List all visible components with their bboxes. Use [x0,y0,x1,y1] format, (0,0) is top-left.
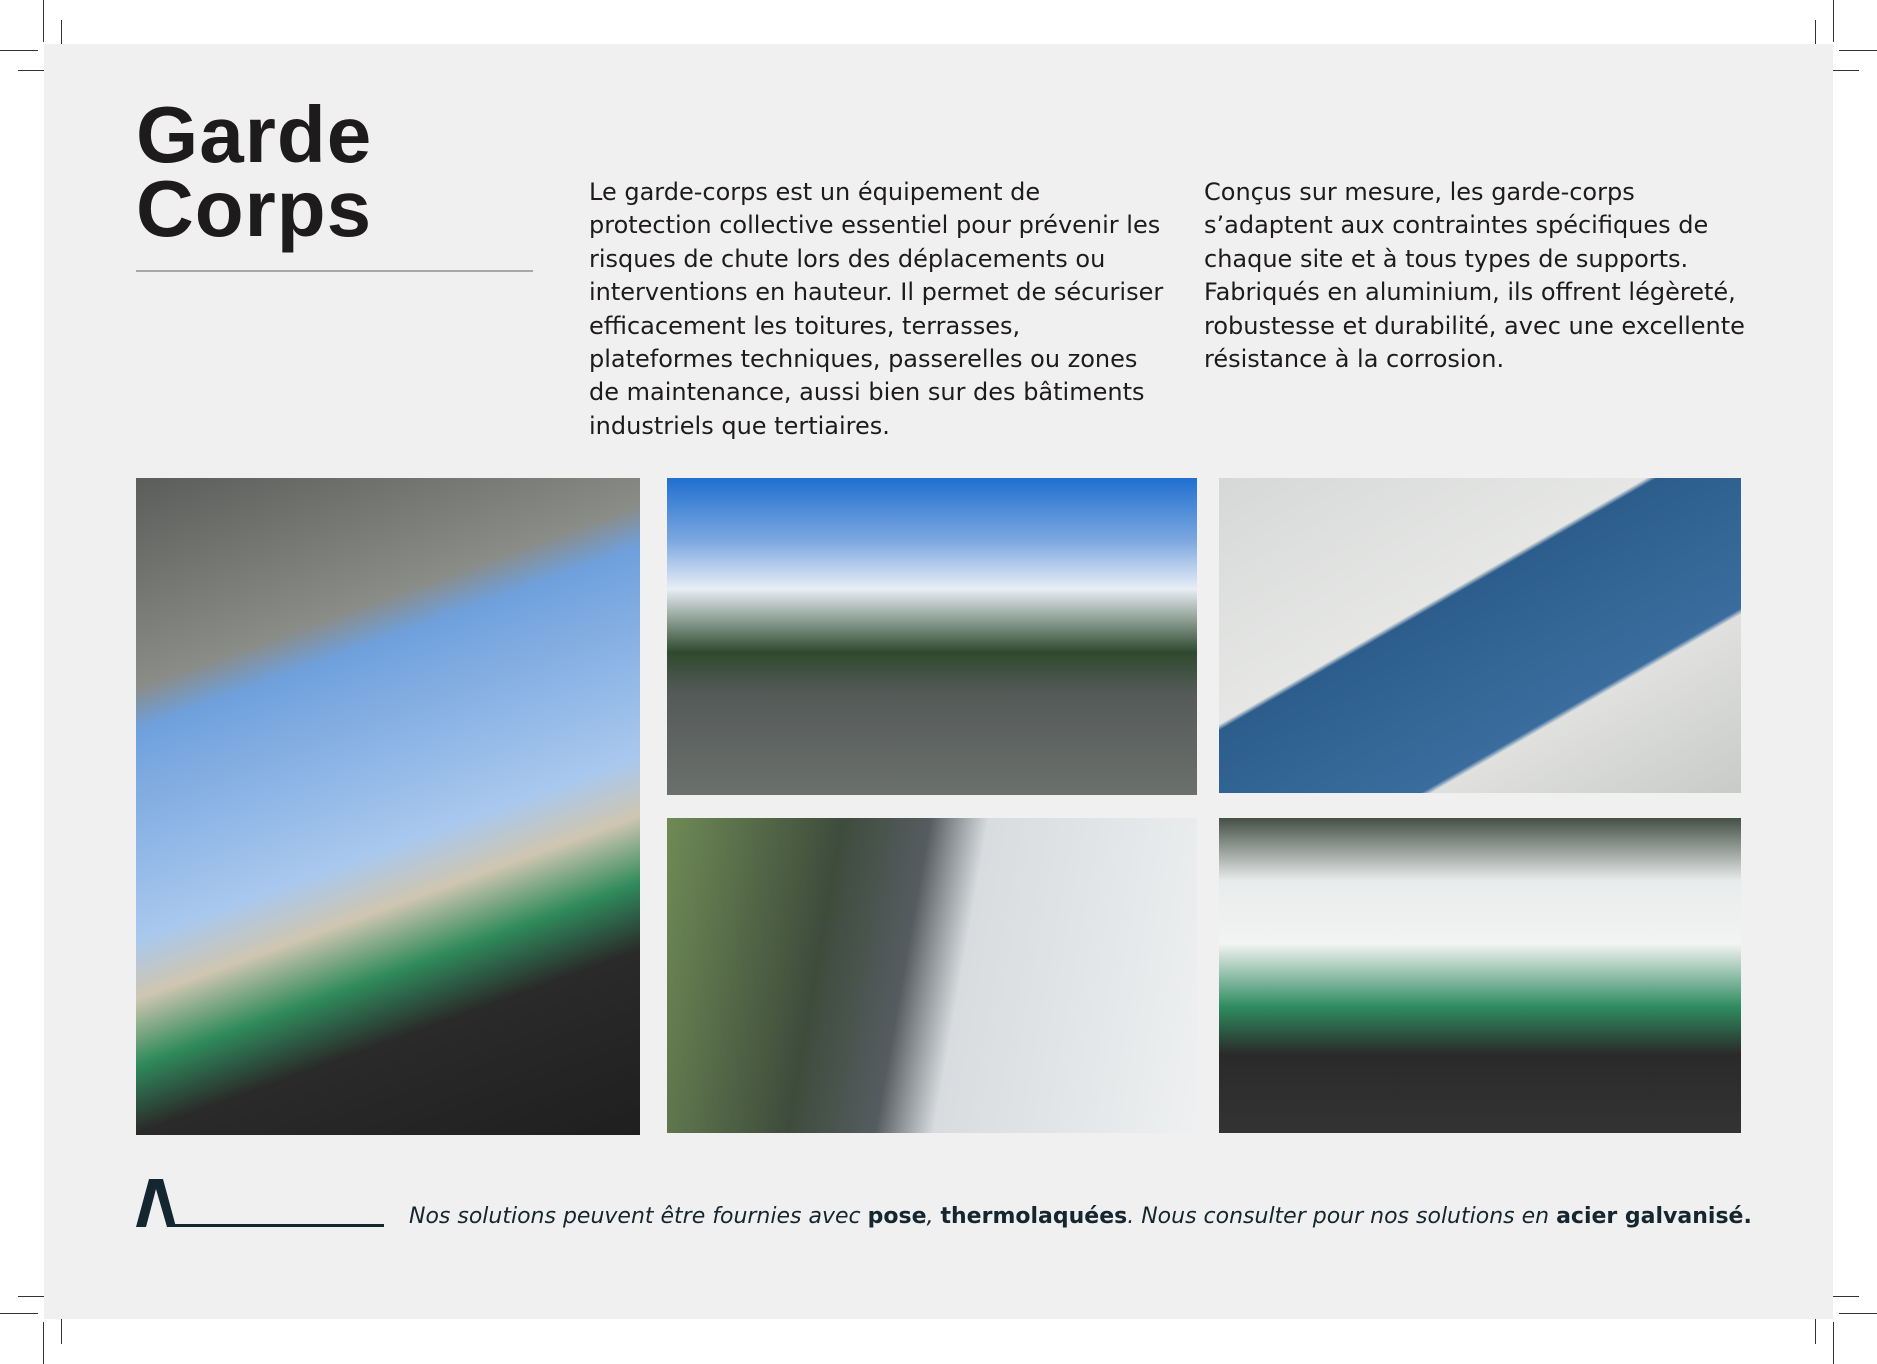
photo-industrial-roof [1219,478,1741,793]
photo-stadium-railing [1219,818,1741,1133]
footer-text: Nos solutions peuvent être fournies avec [409,1204,868,1229]
crop-mark [0,1313,38,1314]
footer-bold-pose: pose [867,1204,927,1229]
footer-bold-thermolaquees: thermolaquées [940,1204,1128,1229]
photo-roof-railing-closeup [667,818,1197,1133]
footer-bold-acier: acier galvanisé. [1556,1204,1752,1229]
brand-logo-icon [136,1179,386,1229]
title-line-1: Garde [136,90,373,179]
crop-mark [0,50,38,51]
crop-mark [1839,50,1877,51]
photo-flat-roof-sky [667,478,1197,795]
footer-text: , [926,1204,941,1229]
footer-text: . Nous consulter pour nos solutions en [1127,1204,1557,1229]
crop-mark [1833,1322,1834,1364]
title-divider [136,270,533,272]
photo-stadium-walkway [136,478,640,1135]
crop-mark [1839,1313,1877,1314]
crop-mark [1833,0,1834,42]
details-paragraph: Conçus sur mesure, les garde-corps s’adaptent aux contraintes spécifiques de chaque site et à tous types de supports. Fabriqués en aluminium, ils offrent légèreté, robustesse et durabilité, avec une excellente résistance à la corrosion. [1204,178,1745,374]
title-line-2: Corps [136,164,373,253]
footer-note [409,1204,1752,1229]
page-title [136,90,373,253]
intro-paragraph: Le garde-corps est un équipement de protection collective essentiel pour prévenir les risques de chute lors des déplacements ou interventions en hauteur. Il permet de sécuriser efficacement les toitures, terrasses, plateformes techniques, passerelles ou zones de maintenance, aussi bien sur des bâtiments industriels que tertiaires. [589,178,1164,440]
crop-mark [43,1322,44,1364]
crop-mark [43,0,44,42]
